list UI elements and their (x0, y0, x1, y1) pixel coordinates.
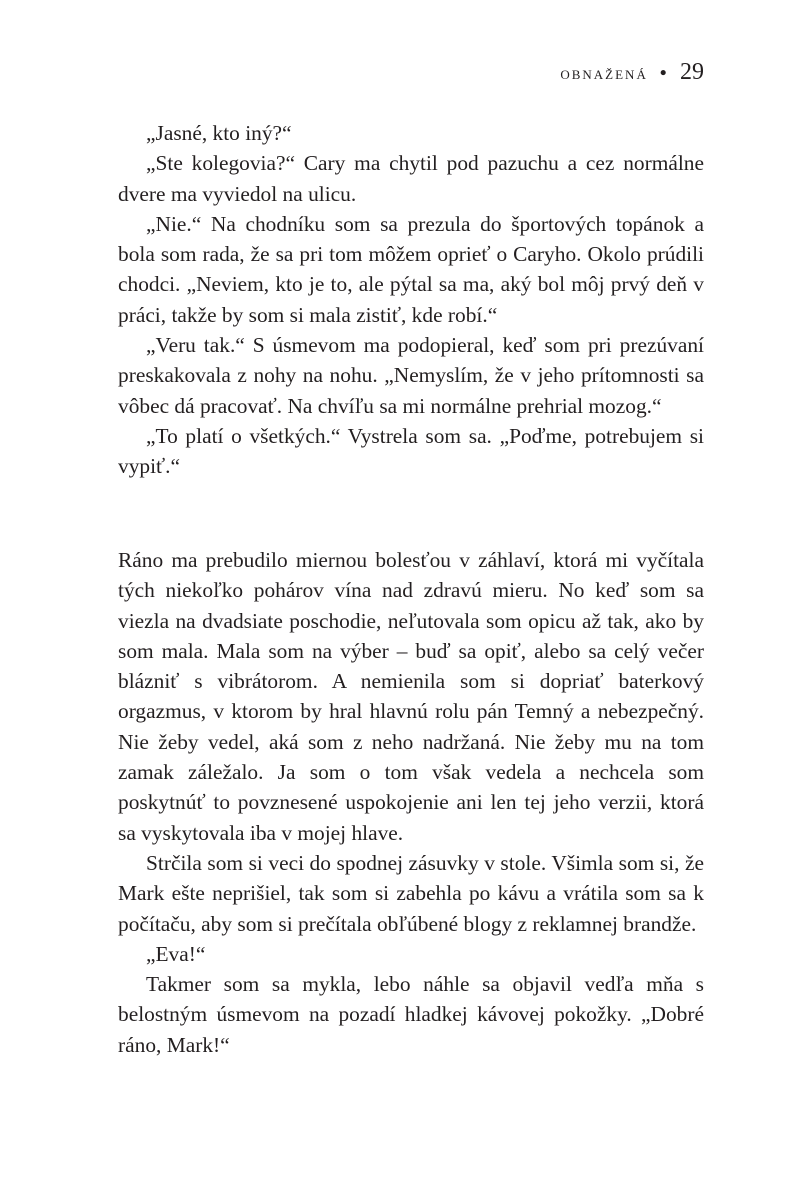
paragraph: „Veru tak.“ S úsmevom ma podopieral, keď som pri prezúvaní preskakovala z nohy na nohu. „Nemyslím, že v jeho prítomnosti sa vôbec dá pracovať. Na chvíľu sa mi normálne prehrial mozog.“ (118, 333, 704, 418)
text-block-morning (118, 545, 704, 1060)
paragraph: „To platí o všetkých.“ Vystrela som sa. „Poďme, potrebujem si vypiť.“ (118, 423, 704, 479)
text-block-dialogue (118, 118, 704, 482)
paragraph: „Nie.“ Na chodníku som sa prezula do športových topánok a bola som rada, že sa pri tom môžem oprieť o Caryho. Okolo prúdili chodci. „Neviem, kto je to, ale pýtal sa ma, aký bol môj prvý deň v práci, takže by som si mala zistiť, kde robí.“ (118, 211, 704, 327)
paragraph: „Jasné, kto iný?“ (146, 121, 292, 145)
header-separator: • (659, 63, 668, 84)
paragraph: Takmer som sa mykla, lebo náhle sa objavil vedľa mňa s belostným úsmevom na pozadí hladkej kávovej pokožky. „Dobré ráno, Mark!“ (118, 972, 704, 1057)
running-header (560, 56, 704, 90)
paragraph: Strčila som si veci do spodnej zásuvky v stole. Všimla som si, že Mark ešte neprišiel, tak som si zabehla po kávu a vrátila som sa k počítaču, aby som si prečítala obľúbené blogy z reklamnej brandže. (118, 850, 704, 936)
paragraph: Ráno ma prebudilo miernou bolesťou v záhlaví, ktorá mi vyčítala tých niekoľko pohárov vína nad zdravú mieru. No keď som sa viezla na dvadsiate poschodie, neľutovala som opicu až tak, ako by som mala. Mala som na výber – buď sa opiť, alebo sa celý večer blázniť s vibrátorom. A nemienila som si dopriať baterkový orgazmus, v ktorom by hral hlavnú rolu pán Temný a nebezpečný. Nie žeby vedel, aká som z neho nadržaná. Nie žeby mu na tom zamak záležalo. Ja som o tom však vedela a nechcela som poskytnúť to povznesené uspokojenie ani len tej jeho verzii, ktorá sa vyskytovala iba v mojej hlave. (118, 548, 704, 845)
paragraph: „Ste kolegovia?“ Cary ma chytil pod pazuchu a cez normálne dvere ma vyviedol na ulicu. (118, 151, 704, 206)
chapter-title: obnažená (560, 63, 648, 84)
page-number: 29 (680, 59, 704, 85)
paragraph: „Eva!“ (146, 941, 206, 966)
